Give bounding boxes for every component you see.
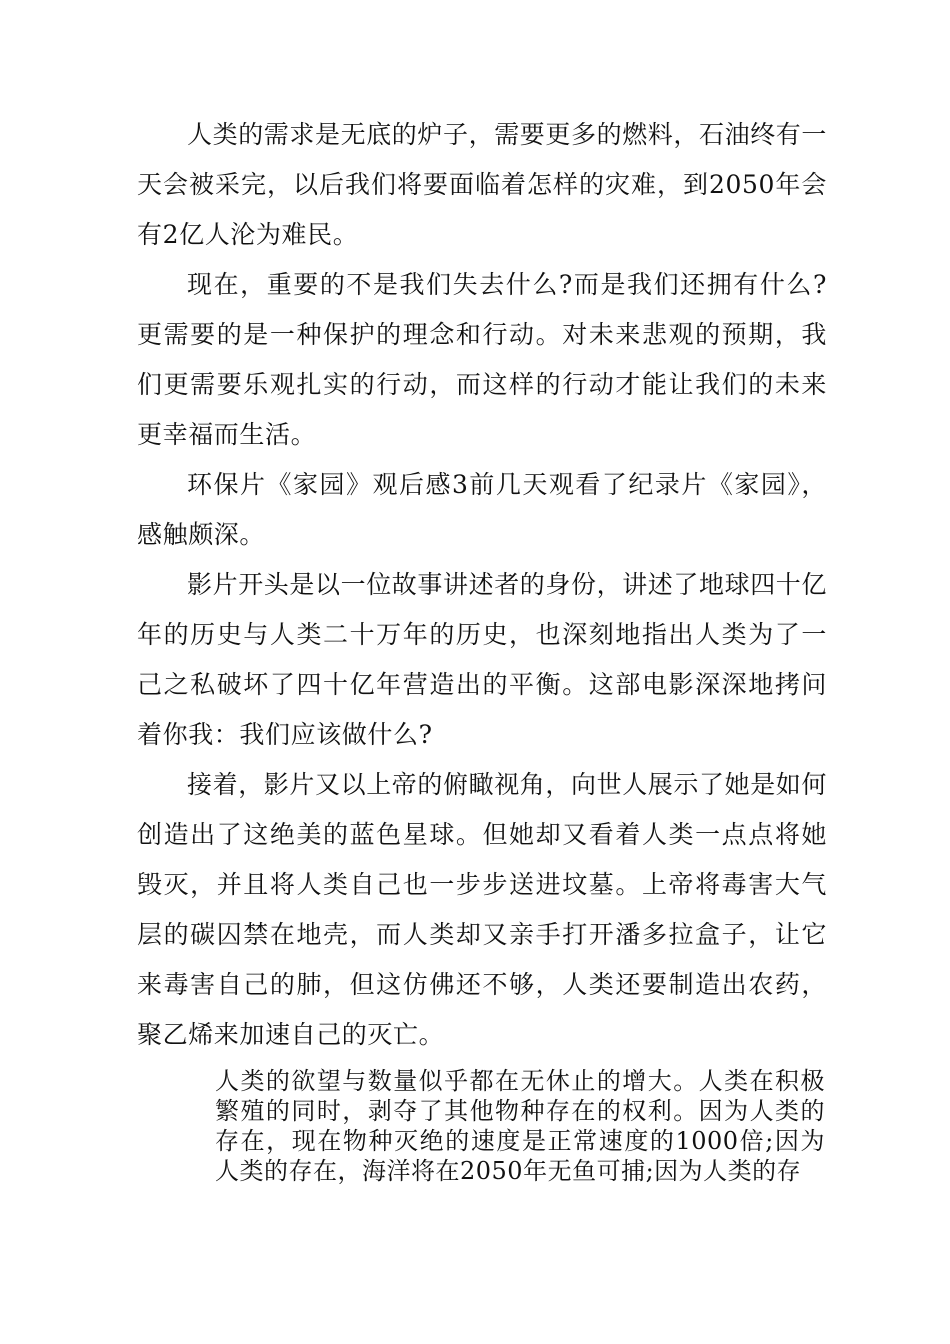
paragraph-4: 影片开头是以一位故事讲述者的身份，讲述了地球四十亿年的历史与人类二十万年的历史，也深刻地指出人类为了一己之私破坏了四十亿年营造出的平衡。这部电影深深地拷问着你我：我们应该做什么? <box>137 570 828 749</box>
indented-paragraph: 人类的欲望与数量似乎都在无休止的增大。人类在积极繁殖的同时，剥夺了其他物种存在的权利。因为人类的存在，现在物种灭绝的速度是正常速度的1000倍;因为人类的存在，海洋将在2050年无鱼可捕;因为人类的存 <box>215 1067 825 1185</box>
paragraph-3: 环保片《家园》观后感3前几天观看了纪录片《家园》，感触颇深。 <box>137 470 827 549</box>
paragraph-2: 现在，重要的不是我们失去什么?而是我们还拥有什么?更需要的是一种保护的理念和行动。对未来悲观的预期，我们更需要乐观扎实的行动，而这样的行动才能让我们的未来更幸福而生活。 <box>137 270 827 449</box>
indented-text-block <box>215 1066 825 1186</box>
paragraph-5: 接着，影片又以上帝的俯瞰视角，向世人展示了她是如何创造出了这绝美的蓝色星球。但她却又看着人类一点点将她毁灭，并且将人类自己也一步步送进坟墓。上帝将毒害大气层的碳囚禁在地壳，而人类却又亲手打开潘多拉盒子，让它来毒害自己的肺，但这仿佛还不够，人类还要制造出农药，聚乙烯来加速自己的灭亡。 <box>137 770 828 1049</box>
paragraph-1: 人类的需求是无底的炉子，需要更多的燃料，石油终有一天会被采完，以后我们将要面临着怎样的灾难，到2050年会有2亿人沦为难民。 <box>137 120 828 249</box>
body-text <box>137 110 827 1060</box>
